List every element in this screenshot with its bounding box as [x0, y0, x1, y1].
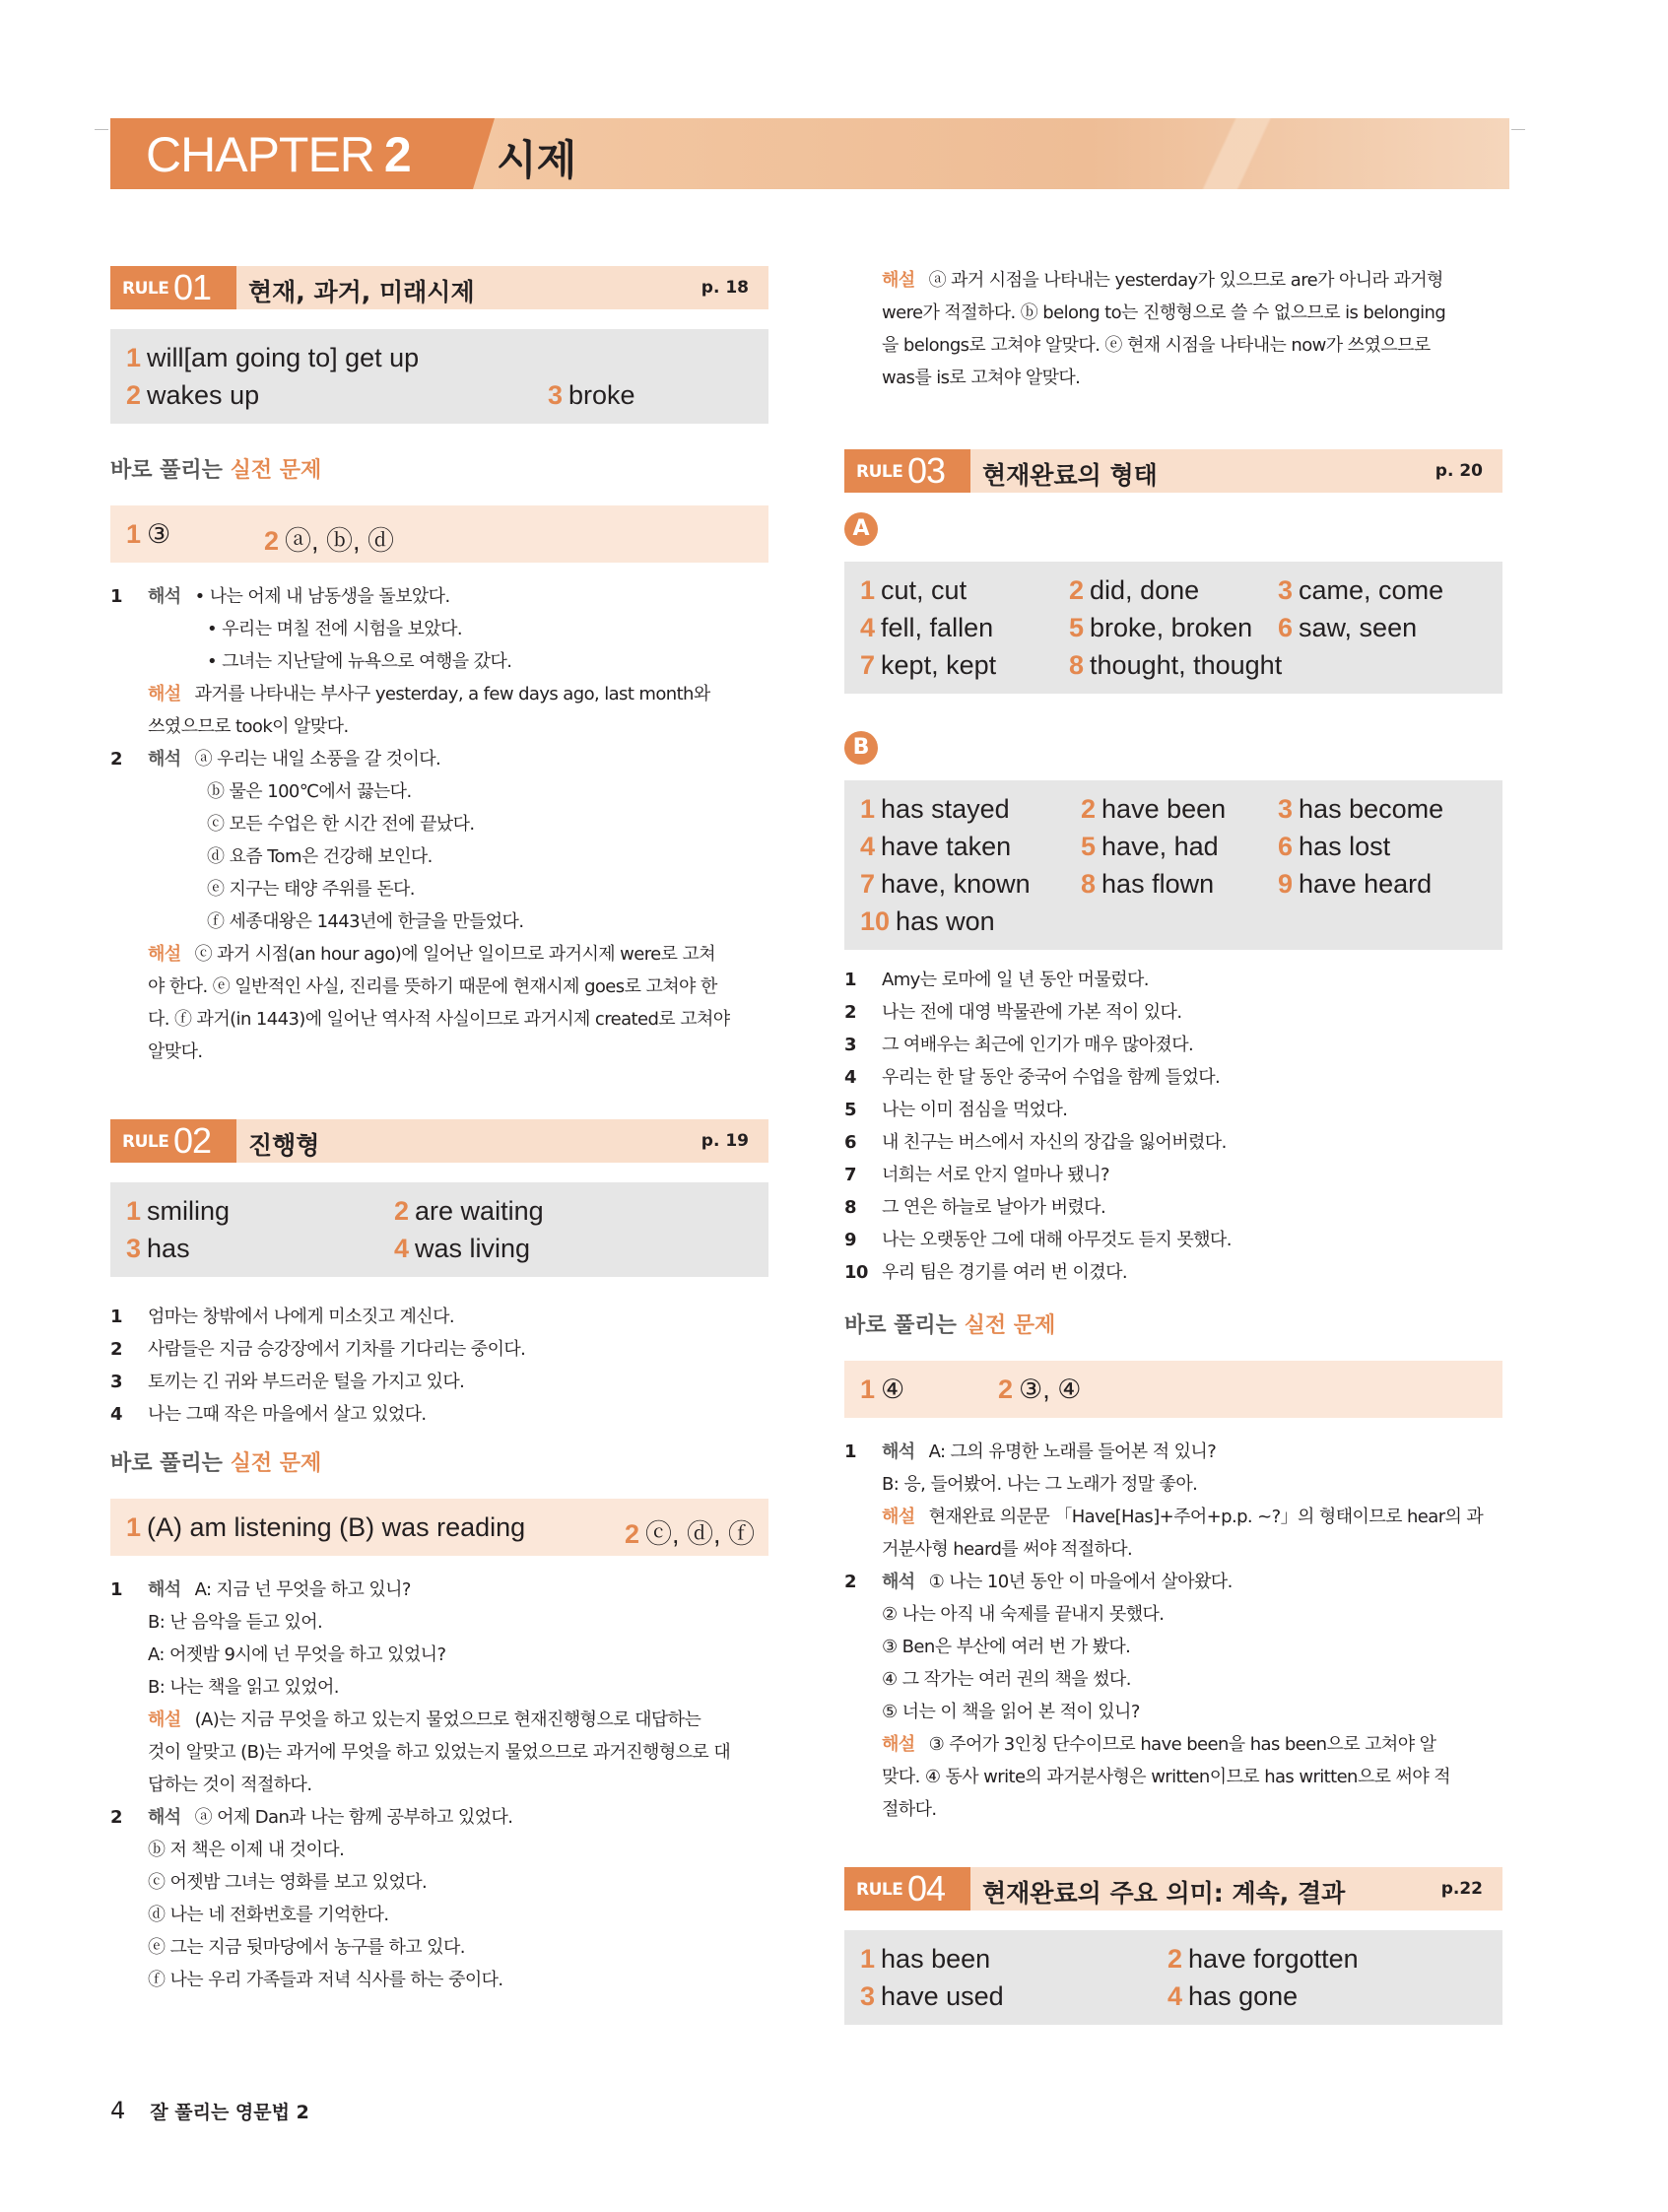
list-item: 1 Amy는 로마에 일 년 동안 머물렀다. [844, 970, 1149, 990]
rule-word: RULE [122, 1132, 169, 1152]
rule-word: RULE [856, 1880, 903, 1900]
answer-item: 1 has stayed [860, 794, 1010, 824]
answer-item: 2 are waiting [394, 1196, 544, 1226]
rule-word: RULE [856, 462, 903, 482]
answer-item: 8 thought, thought [1069, 650, 1283, 680]
list-item: 8 그 연은 하늘로 날아가 버렸다. [844, 1197, 1106, 1218]
answer-item: 8 has flown [1081, 869, 1215, 899]
answer-item: 3 has become [1278, 794, 1444, 824]
list-item: 9 나는 오랫동안 그에 대해 아무것도 듣지 못했다. [844, 1230, 1232, 1250]
answer-item: 1 has been [860, 1944, 991, 1974]
answer-item: 1 (A) am listening (B) was reading [126, 1512, 526, 1542]
answer-item: 2 wakes up [126, 380, 260, 410]
answer-item: 10 has won [860, 906, 995, 936]
explanation-notes: 해설 ⓐ 과거 시점을 나타내는 yesterday가 있으므로 are가 아니라 과거형 were가 적절하다. ⓑ belong to는 진행형으로 쓸 수 없으므로 is belonging 을 belongs로 고쳐야 알맞다. ⓔ 현재 시점을 나타내는 now가 쓰였으므로 was를 is로 고쳐야 알맞다. [882, 270, 1446, 388]
practice-title: 바로 풀리는 실전 문제 [110, 458, 322, 483]
banner-decoration [1096, 118, 1352, 189]
list-item: 1 엄마는 창밖에서 나에게 미소짓고 계신다. [110, 1307, 455, 1327]
answer-item: 4 was living [394, 1234, 531, 1263]
answer-item: 9 have heard [1278, 869, 1433, 899]
rule-number: 04 [907, 1868, 946, 1909]
answer-item: 4 has gone [1168, 1981, 1299, 2011]
rule-number: 03 [907, 450, 946, 491]
chapter-title: 시제 [497, 136, 577, 184]
rule-tag [844, 449, 970, 493]
list-item: 2 사람들은 지금 승강장에서 기차를 기다리는 중이다. [110, 1339, 526, 1360]
crop-mark [1511, 116, 1525, 130]
answer-box [844, 780, 1502, 950]
answer-item: 2 did, done [1069, 575, 1200, 605]
explanation-notes: 1 해석 A: 그의 유명한 노래를 들어본 적 있니? B: 응, 들어봤어. 나는 그 노래가 정말 좋아. 해설 현재완료 의문문 「Have[Has]+주어+p.p. ~?」의 형태이므로 hear의 과 거분사형 heard를 써야 적절하다. 2 해석 ① 나는 10년 동안 이 마을에서 살아왔다. ② 나는 아직 내 숙제를 끝내지 못했다. ③ Ben은 부산에 여러 번 가 봤다. ④ 그 작가는 여러 권의 책을 썼다. ⑤ 너는 이 책을 읽어 본 적이 있니? 해설 ③ 주어가 3인칭 단수이므로 have been을 has been으로 고쳐야 알 맞다. ④ 동사 write의 과거분사형은 written이므로 has written으로 써야 적 절하다. [844, 1441, 1484, 1820]
answer-item: 1 cut, cut [860, 575, 967, 605]
rule-01-header [110, 266, 768, 309]
list-item: 7 너희는 서로 안지 얼마나 됐니? [844, 1165, 1109, 1185]
answer-box [110, 329, 768, 424]
rule-page-ref: p. 18 [701, 278, 749, 298]
practice-answer-box [110, 1499, 768, 1556]
rule-04-header [844, 1867, 1502, 1910]
rule-word: RULE [122, 279, 169, 299]
rule-03-header [844, 449, 1502, 493]
answer-item: 3 came, come [1278, 575, 1444, 605]
rule-page-ref: p.22 [1440, 1879, 1483, 1899]
answer-box [844, 1930, 1502, 2025]
rule-number: 02 [173, 1120, 212, 1161]
rule-tag [110, 266, 236, 309]
list-item: 10 우리 팀은 경기를 여러 번 이겼다. [844, 1262, 1127, 1283]
rule-number: 01 [173, 267, 212, 307]
translation-list [110, 1301, 768, 1431]
page-footer [110, 2097, 309, 2124]
answer-item: 1 ④ [860, 1374, 905, 1404]
left-column [110, 266, 768, 2026]
rule-page-ref: p. 19 [701, 1131, 749, 1151]
chapter-banner [110, 118, 1509, 189]
crop-mark [95, 116, 108, 130]
practice-answer-box [110, 505, 768, 563]
rule-title: 현재완료의 주요 의미: 계속, 결과 [982, 1879, 1346, 1908]
banner-notch [473, 118, 495, 189]
answer-item: 6 has lost [1278, 832, 1391, 861]
explanation-notes: 1 해석 • 나는 어제 내 남동생을 돌보았다. • 우리는 며칠 전에 시험을 보았다. • 그녀는 지난달에 뉴욕으로 여행을 갔다. 해설 과거를 나타내는 부사구 yesterday, a few days ago, last month와 쓰였으므로 took이 알맞다. 2 해석 ⓐ 우리는 내일 소풍을 갈 것이다. ⓑ 물은 100℃에서 끓는다. ⓒ 모든 수업은 한 시간 전에 끝났다. ⓓ 요즘 Tom은 건강해 보인다. ⓔ 지구는 태양 주위를 돈다. ⓕ 세종대왕은 1443년에 한글을 만들었다. 해설 ⓒ 과거 시점(an hour ago)에 일어난 일이므로 과거시제 were로 고쳐 야 한다. ⓔ 일반적인 사실, 진리를 뜻하기 때문에 현재시제 goes로 고쳐야 한 다. ⓕ 과거(in 1443)에 일어난 역사적 사실이므로 과거시제 created로 고쳐야 알맞다. [110, 586, 730, 1062]
answer-item: 2 ③, ④ [998, 1374, 1082, 1404]
list-item: 6 내 친구는 버스에서 자신의 장갑을 잃어버렸다. [844, 1132, 1227, 1153]
section-a-badge: A [844, 512, 878, 546]
answer-item: 1 ③ [126, 519, 171, 549]
section-b-badge: B [844, 731, 878, 765]
practice-title: 바로 풀리는 실전 문제 [110, 1451, 322, 1476]
chapter-label-block [110, 118, 473, 189]
answer-item: 2 ⓒ, ⓓ, ⓕ [625, 1519, 756, 1549]
answer-item: 3 have used [860, 1981, 1004, 2011]
rule-title: 현재완료의 형태 [982, 461, 1158, 490]
answer-item: 5 broke, broken [1069, 613, 1253, 642]
book-title: 잘 풀리는 영문법 2 [150, 2102, 309, 2123]
answer-item: 7 kept, kept [860, 650, 997, 680]
rule-tag [110, 1119, 236, 1163]
explanation-notes: 1 해석 A: 지금 넌 무엇을 하고 있니? B: 난 음악을 듣고 있어. A: 어젯밤 9시에 넌 무엇을 하고 있었니? B: 나는 책을 읽고 있었어. 해설 (A)는 지금 무엇을 하고 있는지 물었으므로 현재진행형으로 대답하는 것이 알맞고 (B)는 과거에 무엇을 하고 있었는지 물었으므로 과거진행형으로 대 답하는 것이 적절하다. 2 해석 ⓐ 어제 Dan과 나는 함께 공부하고 있었다. ⓑ 저 책은 이제 내 것이다. ⓒ 어젯밤 그녀는 영화를 보고 있었다. ⓓ 나는 네 전화번호를 기억한다. ⓔ 그는 지금 뒷마당에서 농구를 하고 있다. ⓕ 나는 우리 가족들과 저녁 식사를 하는 중이다. [110, 1579, 731, 1990]
rule-02-header [110, 1119, 768, 1163]
answer-item: 2 have forgotten [1168, 1944, 1359, 1974]
answer-item: 4 have taken [860, 832, 1012, 861]
answer-item: 3 has [126, 1234, 190, 1263]
practice-title: 바로 풀리는 실전 문제 [844, 1313, 1056, 1338]
answer-item: 6 saw, seen [1278, 613, 1418, 642]
rule-title: 진행형 [248, 1131, 320, 1160]
answer-item: 2 ⓐ, ⓑ, ⓓ [264, 526, 395, 556]
answer-item: 1 will[am going to] get up [126, 343, 420, 372]
practice-answer-box [844, 1361, 1502, 1418]
answer-item: 5 have, had [1081, 832, 1219, 861]
page-number: 4 [110, 2097, 126, 2124]
answer-item: 1 smiling [126, 1196, 231, 1226]
rule-page-ref: p. 20 [1434, 461, 1483, 481]
list-item: 4 우리는 한 달 동안 중국어 수업을 함께 들었다. [844, 1067, 1221, 1088]
answer-item: 2 have been [1081, 794, 1227, 824]
answer-item: 3 broke [548, 380, 635, 410]
rule-tag [844, 1867, 970, 1910]
answer-item: 4 fell, fallen [860, 613, 994, 642]
answer-box [110, 1182, 768, 1277]
list-item: 3 그 여배우는 최근에 인기가 매우 많아졌다. [844, 1035, 1194, 1055]
translation-list [844, 964, 1502, 1289]
list-item: 5 나는 이미 점심을 먹었다. [844, 1100, 1068, 1120]
list-item: 4 나는 그때 작은 마을에서 살고 있었다. [110, 1404, 427, 1425]
rule-title: 현재, 과거, 미래시제 [248, 278, 475, 306]
answer-item: 7 have, known [860, 869, 1031, 899]
list-item: 2 나는 전에 대영 박물관에 가본 적이 있다. [844, 1002, 1182, 1023]
chapter-number: 2 [383, 127, 411, 182]
answer-box [844, 562, 1502, 694]
chapter-label: CHAPTER [146, 127, 374, 182]
list-item: 3 토끼는 긴 귀와 부드러운 털을 가지고 있다. [110, 1372, 465, 1392]
right-column [844, 264, 1502, 2054]
